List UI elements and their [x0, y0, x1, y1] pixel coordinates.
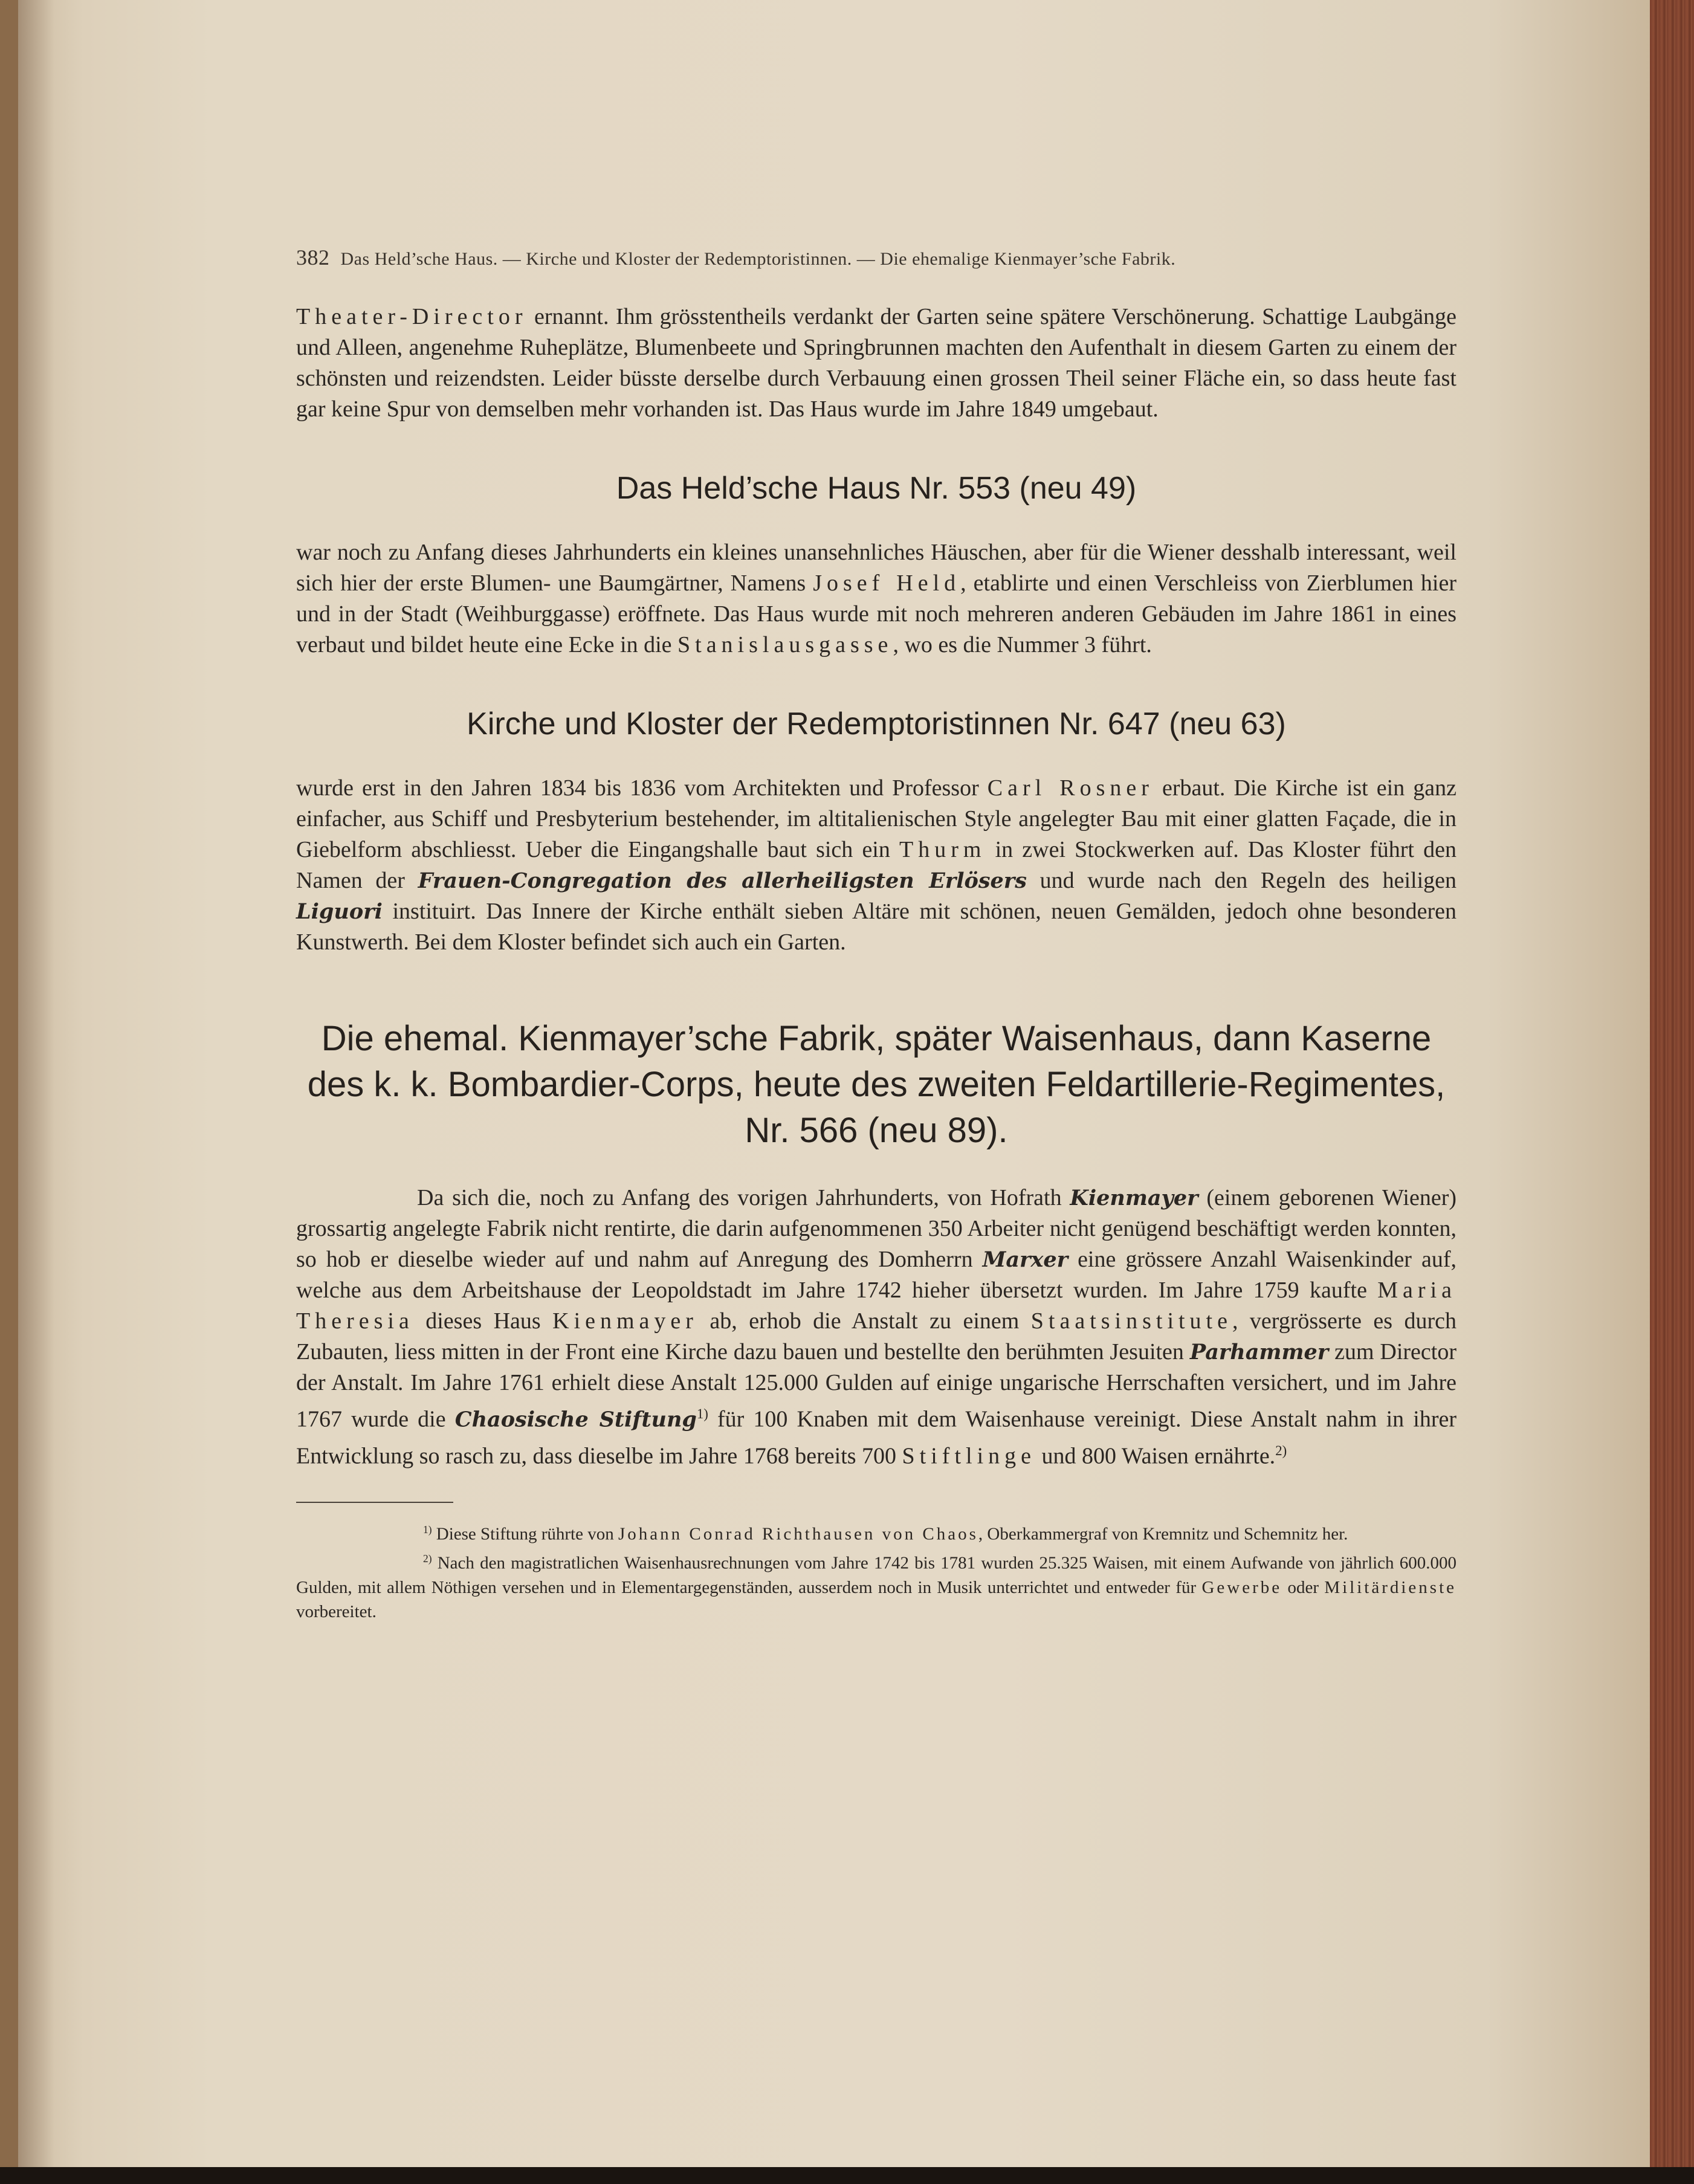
running-head [296, 245, 1456, 270]
fraktur-term: Parhammer [1189, 1340, 1329, 1365]
paragraph-text: für 100 Knaben mit dem Waisenhause vereinigt. Diese Anstalt nahm in ihrer Entwicklung so rasch zu, dass dieselbe im Jahre 1768 bereits 700 [296, 1406, 1456, 1469]
paragraph-text: (einem geborenen Wiener) grossartig angelegte Fabrik nicht rentirte, die darin aufgenommenen 350 Arbeiter nicht genügend beschäftigt werden konnten, so hob er dieselbe wieder auf und nahm auf Anregung des Domherrn [296, 1185, 1456, 1272]
paragraph-text: und 800 Waisen ernährte. [1036, 1443, 1276, 1469]
footnote-text: vorbereitet. [296, 1601, 377, 1621]
spaced-term: Stanislausgasse [677, 632, 893, 657]
paragraph-text: wurde erst in den Jahren 1834 bis 1836 vom Architekten und Professor [296, 775, 988, 801]
paragraph-text: dieses Haus [413, 1308, 553, 1334]
spaced-term: Stiftlinge [902, 1443, 1036, 1469]
paragraph-text: in zwei Stockwerken auf. Das Kloster führt den Namen der [296, 837, 1456, 893]
heading-held-haus: Das Held’sche Haus Nr. 553 (neu 49) [616, 471, 1137, 506]
footnote-1 [296, 1517, 1456, 1546]
spaced-term: Staatsinstitute [1030, 1308, 1232, 1334]
fraktur-term: Liguori [296, 899, 383, 924]
spaced-term: Militärdienste [1324, 1577, 1457, 1597]
paragraph-text: ernannt. Ihm grösstentheils verdankt der Garten seine spätere Verschönerung. Schattige Laubgänge und Alleen, angenehme Ruheplätze, Blumenbeete und Springbrunnen machten den Aufenthalt in diesem Garten zu einem der schönsten und reizendsten. Leider büsste derselbe durch Verbauung einen grossen Theil seiner Fläche ein, so dass heute fast gar keine Spur von demselben mehr vorhanden ist. Das Haus wurde im Jahre 1849 umgebaut. [296, 304, 1456, 422]
paragraph-text: erbaut. Die Kirche ist ein ganz einfacher, aus Schiff und Presbyterium bestehender, im altitalienischen Style angelegter Bau mit einer glatten Façade, die in Giebelform abschliesst. Ueber die Eingangshalle baut sich ein [296, 775, 1456, 862]
footnote-text: Nach den magistratlichen Waisenhausrechnungen vom Jahre 1742 bis 1781 wurden 25.325 Waisen, mit einem Aufwande von jährlich 600.000 Gulden, mit allem Nöthigen versehen und in Elementargegenständen, ausserdem noch in Musik unterrichtet und entweder für [296, 1553, 1456, 1597]
spaced-term: Josef Held [813, 570, 961, 596]
paragraph-text: und wurde nach den Regeln des heiligen [1026, 868, 1456, 893]
redemptoristinnen-paragraph [296, 773, 1456, 958]
paragraph-text: instituirt. Das Innere der Kirche enthält sieben Altäre mit schönen, neuen Gemälden, jedoch ohne besonderen Kunstwerth. Bei dem Kloster befindet sich auch ein Garten. [296, 899, 1456, 955]
page-content [296, 245, 1456, 1624]
spaced-term: Kienmayer [552, 1308, 698, 1334]
paragraph-text: , wo es die Nummer 3 führt. [893, 632, 1152, 657]
heading-line: Die ehemal. Kienmayer’sche Fabrik, später Waisenhaus, dann Kaserne [321, 1019, 1432, 1058]
paragraph-text: zum Director der Anstalt. Im Jahre 1761 erhielt diese Anstalt 125.000 Gulden auf einige ungarische Herrschaften versichert, und im Jahre 1767 wurde die [296, 1339, 1456, 1432]
footnote-marker: 1) [423, 1523, 432, 1536]
page-number: 382 [296, 245, 330, 270]
footnote-text: , Oberkammergraf von Kremnitz und Schemnitz her. [978, 1524, 1348, 1544]
held-haus-paragraph [296, 537, 1456, 661]
spaced-term: Carl Rosner [987, 775, 1154, 801]
spaced-term: Maria Theresia [296, 1278, 1456, 1334]
paragraph-text: , etablirte und einen Verschleiss von Zierblumen hier und in der Stadt (Weihburggasse) eröffnete. Das Haus wurde mit noch mehreren anderen Gebäuden im Jahre 1861 in eines verbaut und bildet heute eine Ecke in die [296, 570, 1456, 657]
fraktur-term: Kienmayer [1070, 1186, 1198, 1210]
paragraph-text: eine grössere Anzahl Waisenkinder auf, welche aus dem Arbeitshause der Leopoldstadt im Jahre 1742 hieher übersetzt wurden. Im Jahre 1759 kaufte [296, 1247, 1457, 1303]
spaced-term: Johann Conrad Richthausen von Chaos [618, 1524, 978, 1544]
paragraph-text: Da sich die, noch zu Anfang des vorigen Jahrhunderts, von Hofrath [417, 1185, 1070, 1210]
paragraph-text: war noch zu Anfang dieses Jahrhunderts ein kleines unansehnliches Häuschen, aber für die Wiener desshalb interessant, weil sich hier der erste Blumen- une Baumgärtner, Namens [296, 540, 1456, 596]
footnote-marker[interactable]: 1) [696, 1406, 708, 1421]
page-edge [1650, 0, 1694, 2184]
footnote-text: Diese Stiftung rührte von [432, 1524, 618, 1544]
spaced-term: Thurm [899, 837, 986, 862]
kienmayer-paragraph [296, 1183, 1456, 1472]
fraktur-term: Chaosische Stiftung [454, 1407, 697, 1432]
spaced-term: Theater-Director [296, 304, 528, 329]
footnote-marker[interactable]: 2) [1275, 1443, 1287, 1458]
heading-kienmayer-fabrik [296, 1016, 1456, 1154]
heading-line: des k. k. Bombardier-Corps, heute des zweiten Feldartillerie-Regimentes, [307, 1065, 1446, 1104]
fraktur-term: Frauen-Congregation des allerheiligsten Erlösers [418, 868, 1027, 893]
footnote-marker: 2) [423, 1552, 432, 1565]
spine-shadow [18, 0, 54, 2184]
running-title: Das Held’sche Haus. — Kirche und Kloster der Redemptoristinnen. — Die ehemalige Kienmayer’sche Fabrik. [340, 249, 1176, 269]
heading-redemptoristinnen: Kirche und Kloster der Redemptoristinnen Nr. 647 (neu 63) [467, 706, 1286, 741]
footnote-text: oder [1282, 1577, 1325, 1597]
footnote-divider [296, 1502, 453, 1503]
intro-paragraph [296, 302, 1456, 425]
spaced-term: Gewerbe [1201, 1577, 1282, 1597]
bottom-edge [0, 2167, 1694, 2184]
paragraph-text: ab, erhob die Anstalt zu einem [697, 1308, 1031, 1334]
fraktur-term: Marxer [982, 1247, 1068, 1272]
paragraph-text: , vergrösserte es durch Zubauten, liess mitten in der Front eine Kirche dazu bauen und bestellte den berühmten Jesuiten [296, 1308, 1457, 1365]
heading-line: Nr. 566 (neu 89). [745, 1111, 1008, 1150]
footnote-2 [296, 1546, 1456, 1624]
